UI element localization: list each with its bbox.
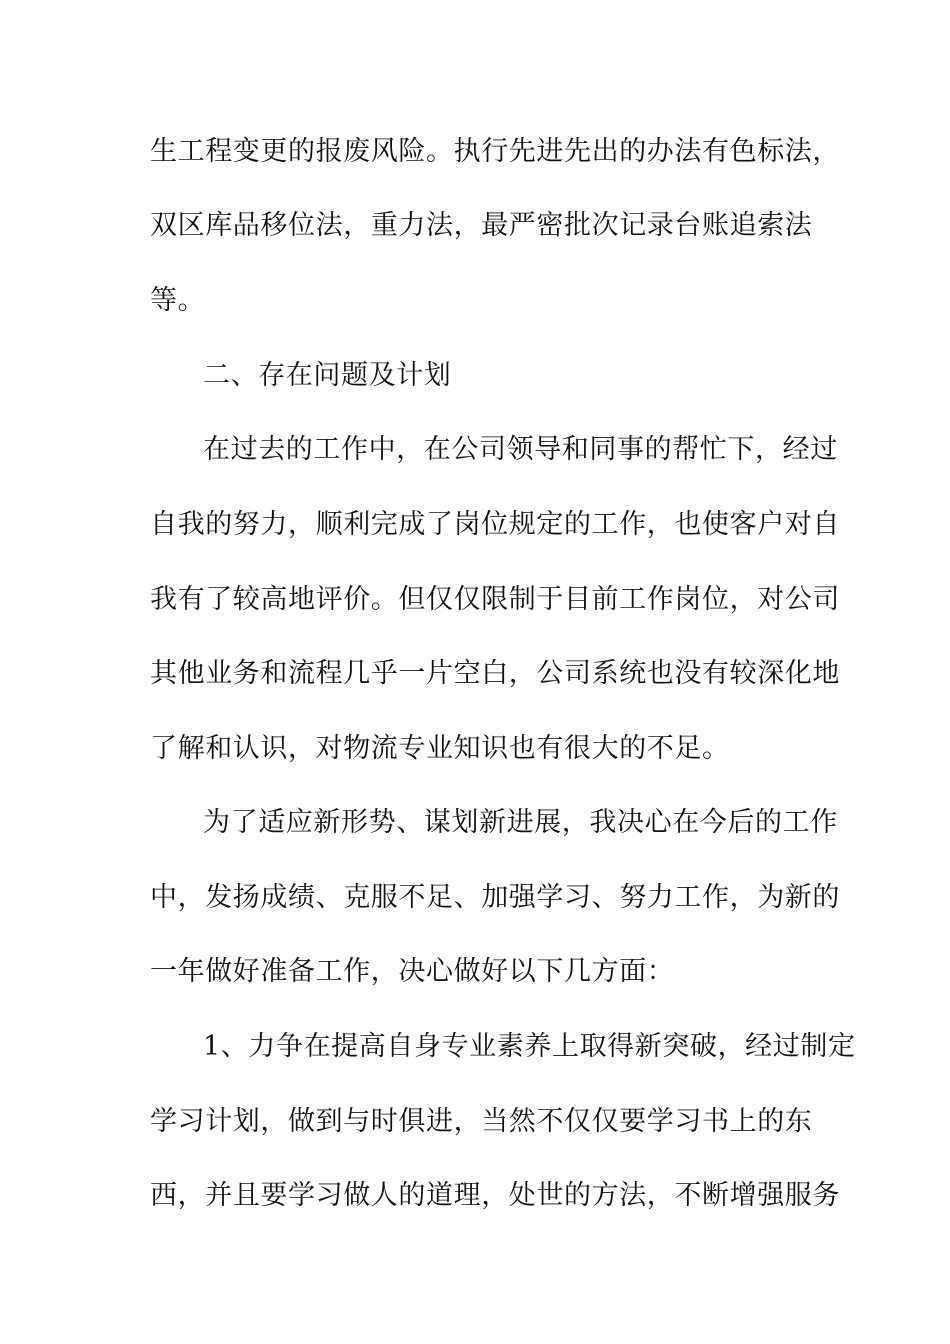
text-line: 我有了较高地评价。但仅仅限制于目前工作岗位，对公司 bbox=[150, 584, 840, 615]
text-line: 等。 bbox=[150, 285, 206, 316]
text-line: 1、力争在提高自身专业素养上取得新突破，经过制定 bbox=[203, 1031, 856, 1062]
text-line: 双区库品移位法，重力法，最严密批次记录台账追索法 bbox=[150, 210, 813, 241]
text-line: 了解和认识，对物流专业知识也有很大的不足。 bbox=[150, 733, 730, 764]
text-line: 生工程变更的报废风险。执行先进先出的办法有色标法， bbox=[150, 136, 840, 167]
text-line: 自我的努力，顺利完成了岗位规定的工作，也使客户对自 bbox=[150, 509, 840, 540]
text-line: 学习计划，做到与时俱进，当然不仅仅要学习书上的东 bbox=[150, 1106, 813, 1137]
text-line: 一年做好准备工作，决心做好以下几方面： bbox=[150, 956, 675, 987]
text-line: 中，发扬成绩、克服不足、加强学习、努力工作，为新的 bbox=[150, 882, 840, 913]
text-line: 其他业务和流程几乎一片空白，公司系统也没有较深化地 bbox=[150, 658, 840, 689]
text-line: 西，并且要学习做人的道理，处世的方法，不断增强服务 bbox=[150, 1180, 840, 1211]
section-heading: 二、存在问题及计划 bbox=[203, 360, 452, 391]
text-line: 为了适应新形势、谋划新进展，我决心在今后的工作 bbox=[203, 807, 838, 838]
text-line: 在过去的工作中，在公司领导和同事的帮忙下，经过 bbox=[203, 434, 838, 465]
